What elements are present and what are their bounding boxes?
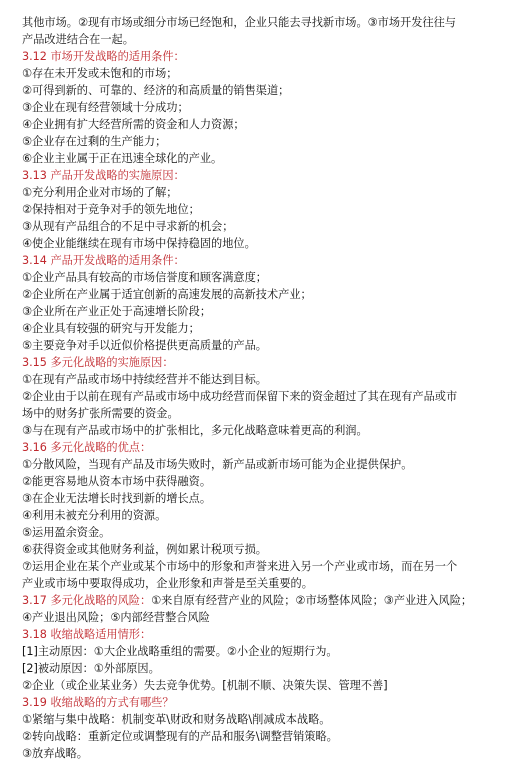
list-item: ③与在现有产品或市场中的扩张相比，多元化战略意味着更高的利润。 [22, 424, 368, 437]
list-item: ②转向战略：重新定位或调整现有的产品和服务\调整营销策略。 [22, 730, 338, 743]
list-item: ⑥获得资金或其他财务利益，例如累计税项亏损。 [22, 543, 267, 556]
list-item: ④企业具有较强的研究与开发能力； [22, 322, 200, 335]
list-item: ③在企业无法增长时找到新的增长点。 [22, 492, 212, 505]
section-heading-3-19: 3.19 收缩战略的方式有哪些？ [22, 696, 174, 709]
list-item: ③从现有产品组合的不足中寻求新的机会； [22, 220, 234, 233]
list-item: ①充分利用企业对市场的了解； [22, 186, 178, 199]
list-item: ③企业在现有经营领域十分成功； [22, 101, 189, 114]
section-inline-text: ①来自原有经营产业的风险；②市场整体风险；③产业进入风险； [151, 594, 473, 607]
list-item: ⑥企业主业属于正在迅速全球化的产业。 [22, 152, 223, 165]
section-heading-3-16: 3.16 多元化战略的优点： [22, 441, 152, 454]
list-item: ⑤企业存在过剩的生产能力； [22, 135, 167, 148]
list-item: ②能更容易地从资本市场中获得融资。 [22, 475, 212, 488]
text-line: ④产业退出风险；⑤内部经营整合风险 [22, 611, 210, 624]
list-item: ①在现有产品或市场中持续经营并不能达到目标。 [22, 373, 267, 386]
text-line: 产业或市场中要取得成功，企业形象和声誉是至关重要的。 [22, 577, 313, 590]
text-line: 场中的财务扩张所需要的资金。 [22, 407, 179, 420]
section-heading-3-12: 3.12 市场开发战略的适用条件： [22, 50, 185, 63]
list-item: ①存在未开发或未饱和的市场； [22, 67, 178, 80]
list-item: ②企业（或企业某业务）失去竞争优势。[机制不顺、决策失误、管理不善] [22, 679, 388, 692]
list-item: ②企业由于以前在现有产品或市场中成功经营而保留下来的资金超过了其在现有产品或市 [22, 390, 458, 403]
section-heading-3-17 [22, 592, 514, 609]
list-item: ②企业所在产业属于适宜创新的高速发展的高新技术产业； [22, 288, 312, 301]
list-item: ④企业拥有扩大经营所需的资金和人力资源； [22, 118, 245, 131]
document-page [22, 14, 514, 762]
list-item: ②保持相对于竞争对手的领先地位； [22, 203, 200, 216]
list-item: ①企业产品具有较高的市场信誉度和顾客满意度； [22, 271, 267, 284]
list-item: ②可得到新的、可靠的、经济的和高质量的销售渠道； [22, 84, 290, 97]
list-item: [1]主动原因：①大企业战略重组的需要。②小企业的短期行为。 [22, 645, 338, 658]
section-heading-label: 3.17 多元化战略的风险： [22, 594, 152, 607]
section-heading-3-15: 3.15 多元化战略的实施原因： [22, 356, 174, 369]
list-item: ①紧缩与集中战略：机制变革\财政和财务战略\削减成本战略。 [22, 713, 331, 726]
list-item: ⑤主要竞争对手以近似价格提供更高质量的产品。 [22, 339, 267, 352]
list-item: [2]被动原因：①外部原因。 [22, 662, 160, 675]
list-item: ④利用未被充分利用的资源。 [22, 509, 167, 522]
list-item: ③企业所在产业正处于高速增长阶段； [22, 305, 212, 318]
list-item: ③放弃战略。 [22, 747, 88, 760]
section-heading-3-13: 3.13 产品开发战略的实施原因： [22, 169, 185, 182]
text-line: 产品改进结合在一起。 [22, 33, 134, 46]
list-item: ①分散风险，当现有产品及市场失败时，新产品或新市场可能为企业提供保护。 [22, 458, 413, 471]
text-line: 其他市场。②现有市场或细分市场已经饱和，企业只能去寻找新市场。③市场开发往往与 [22, 16, 456, 29]
list-item: ④使企业能继续在现有市场中保持稳固的地位。 [22, 237, 256, 250]
section-heading-3-18: 3.18 收缩战略适用情形： [22, 628, 152, 641]
list-item: ⑤运用盈余资金。 [22, 526, 111, 539]
section-heading-3-14: 3.14 产品开发战略的适用条件： [22, 254, 185, 267]
list-item: ⑦运用企业在某个产业或某个市场中的形象和声誉来进入另一个产业或市场，而在另一个 [22, 560, 458, 573]
